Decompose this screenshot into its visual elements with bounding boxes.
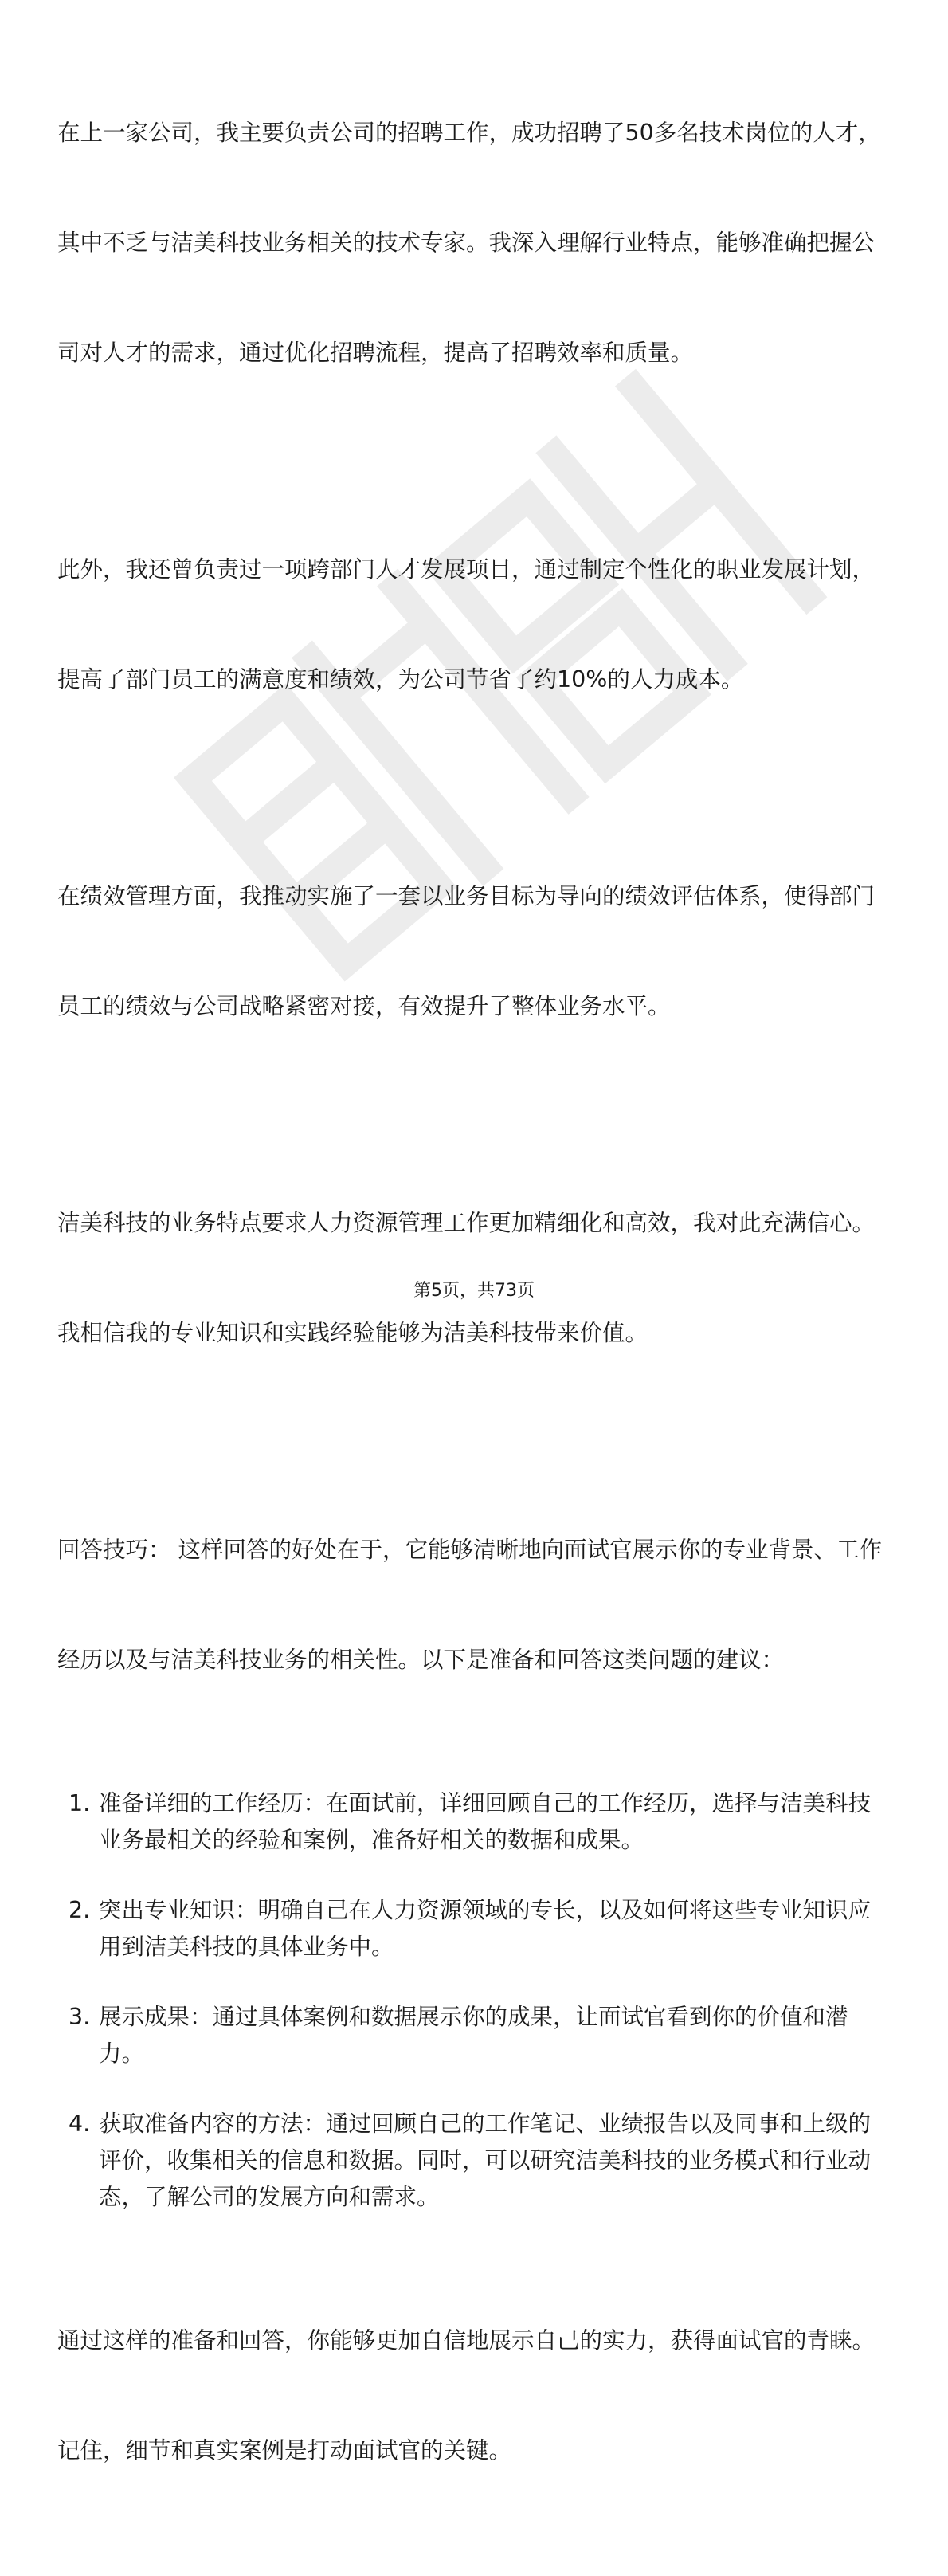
- list-item: [57, 1892, 894, 1965]
- list-item-number: 1.: [69, 1790, 91, 1816]
- paragraph-conclusion: [57, 2249, 894, 2543]
- text-line: 力。: [99, 2040, 145, 2067]
- text-line: 评价，收集相关的信息和数据。同时，可以研究洁美科技的业务模式和行业动: [99, 2147, 872, 2174]
- text-line: 获取准备内容的方法：通过回顾自己的工作笔记、业绩报告以及同事和上级的: [99, 2111, 872, 2137]
- text-line: 回答技巧： 这样回答的好处在于，它能够清晰地向面试官展示你的专业背景、工作: [57, 1537, 883, 1563]
- paragraph-confidence: [57, 1132, 894, 1425]
- list-item: [57, 1785, 894, 1859]
- list-item-number: 3.: [69, 2004, 91, 2030]
- list-item-number: 4.: [69, 2111, 91, 2137]
- page-number-label: 第5页，共73页: [413, 1281, 535, 1301]
- paragraph-recruiting: [57, 41, 894, 445]
- text-line: 展示成果：通过具体案例和数据展示你的成果，让面试官看到你的价值和潜: [99, 2004, 848, 2030]
- text-line: 用到洁美科技的具体业务中。: [99, 1934, 394, 1960]
- text-line: 洁美科技的业务特点要求人力资源管理工作更加精细化和高效，我对此充满信心。: [57, 1210, 876, 1236]
- text-line: 在上一家公司，我主要负责公司的招聘工作，成功招聘了50多名技术岗位的人才，: [57, 120, 881, 146]
- paragraph-answer-tips: [57, 1459, 894, 1752]
- list-item: [57, 1999, 894, 2072]
- text-line: 司对人才的需求，通过优化招聘流程，提高了招聘效率和质量。: [57, 340, 694, 366]
- text-line: 突出专业知识：明确自己在人力资源领域的专长，以及如何将这些专业知识应: [99, 1897, 872, 1923]
- text-line: 在绩效管理方面，我推动实施了一套以业务目标为导向的绩效评估体系，使得部门: [57, 883, 876, 909]
- list-item: [57, 2106, 894, 2216]
- text-line: 提高了部门员工的满意度和绩效，为公司节省了约10%的人力成本。: [57, 666, 744, 693]
- paragraph-performance: [57, 805, 894, 1098]
- tips-list: [57, 1785, 894, 2216]
- text-line: 业务最相关的经验和案例，准备好相关的数据和成果。: [99, 1827, 644, 1853]
- text-line: 此外，我还曾负责过一项跨部门人才发展项目，通过制定个性化的职业发展计划，: [57, 556, 876, 583]
- text-line: 经历以及与洁美科技业务的相关性。以下是准备和回答这类问题的建议：: [57, 1647, 785, 1673]
- text-line: 准备详细的工作经历：在面试前，详细回顾自己的工作经历，选择与洁美科技: [99, 1790, 872, 1816]
- document-body: [57, 41, 894, 2576]
- list-item-number: 2.: [69, 1897, 91, 1923]
- text-line: 其中不乏与洁美科技业务相关的技术专家。我深入理解行业特点，能够准确把握公: [57, 230, 876, 256]
- text-line: 我相信我的专业知识和实践经验能够为洁美科技带来价值。: [57, 1320, 648, 1346]
- text-line: 态，了解公司的发展方向和需求。: [99, 2184, 440, 2210]
- text-line: 记住，细节和真实案例是打动面试官的关键。: [57, 2437, 512, 2464]
- paragraph-talent-development: [57, 478, 894, 772]
- page-footer: [0, 1279, 948, 1303]
- text-line: 员工的绩效与公司战略紧密对接，有效提升了整体业务水平。: [57, 993, 671, 1019]
- text-line: 通过这样的准备和回答，你能够更加自信地展示自己的实力，获得面试官的青睐。: [57, 2327, 876, 2354]
